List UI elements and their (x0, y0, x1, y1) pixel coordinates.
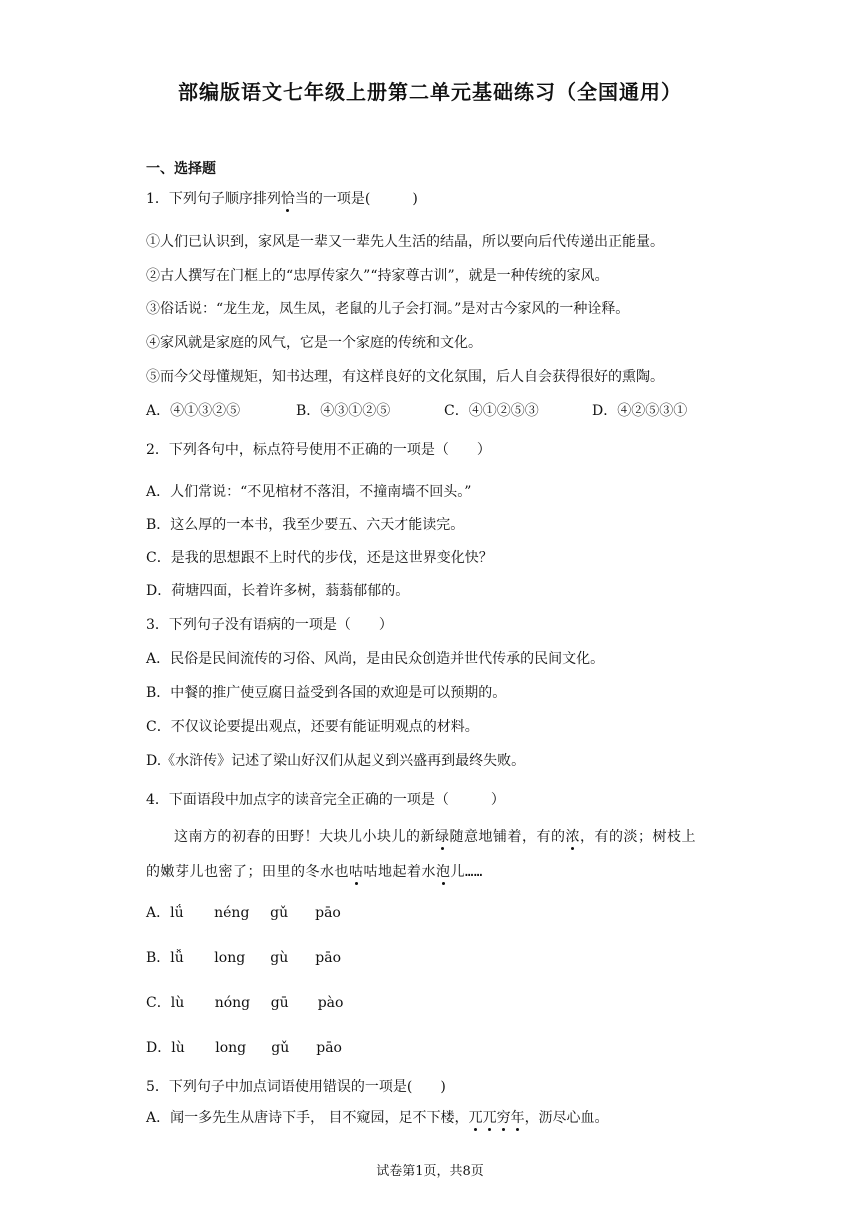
passage-text: 的嫩芽儿也密了；田里的冬水也 (146, 864, 349, 880)
pinyin: gǔ (271, 1040, 290, 1056)
option-b: B．④③①②⑤ (296, 403, 391, 419)
q1-sentence: ⑤而今父母懂规矩，知书达理，有这样良好的文化氛围，后人自会获得很好的熏陶。 (146, 369, 664, 385)
q3-option: A．民俗是民间流传的习俗、风尚，是由民众创造并世代传承的民间文化。 (146, 651, 605, 667)
dotted-char: 兀 (482, 1110, 497, 1126)
page-title: 部编版语文七年级上册第二单元基础练习（全国通用） (178, 80, 682, 104)
pinyin: pào (317, 995, 344, 1011)
q4-option (146, 947, 341, 967)
pinyin: lǚ (170, 950, 184, 966)
passage-text: 儿…… (450, 864, 483, 880)
q4-option (146, 1037, 342, 1057)
q1-sentence: ③俗话说：“龙生龙，凤生凤，老鼠的儿子会打洞。”是对古今家风的一种诠释。 (146, 301, 630, 317)
pinyin: gū (270, 995, 289, 1011)
q3-option: B．中餐的推广使豆腐日益受到各国的欢迎是可以预期的。 (146, 685, 507, 701)
option-d: D．④②⑤③① (592, 403, 688, 419)
option-letter: A． (146, 905, 171, 921)
dotted-char: 年 (510, 1110, 525, 1126)
q1-sentence: ②古人撰写在门框上的“忠厚传家久”“持家尊古训”，就是一种传统的家风。 (146, 268, 609, 284)
question-5-stem: 5．下列句子中加点词语使用错误的一项是( ) (146, 1079, 446, 1095)
passage-line (174, 826, 696, 846)
dotted-char: 恰 (280, 191, 295, 207)
q1-sentence: ①人们已认识到，家风是一辈又一辈先人生活的结晶，所以要向后代传递出正能量。 (146, 234, 664, 250)
pinyin: nóng (214, 995, 251, 1011)
dotted-char: 兀 (468, 1110, 483, 1126)
q1-options (146, 400, 687, 420)
q3-option: C．不仅议论要提出观点，还要有能证明观点的材料。 (146, 719, 479, 735)
pinyin: pāo (316, 1040, 342, 1056)
pinyin: néng (214, 905, 250, 921)
q5-option-a (146, 1107, 609, 1127)
question-4-stem: 4．下面语段中加点字的读音完全正确的一项是（ ） (146, 792, 505, 808)
dotted-char: 泡 (436, 864, 451, 880)
q1-sentence: ④家风就是家庭的风气，它是一个家庭的传统和文化。 (146, 335, 482, 351)
passage-line (146, 861, 483, 881)
option-letter: B． (146, 950, 171, 966)
q3-option: D.《水浒传》记述了梁山好汉们从起义到兴盛再到最终失败。 (146, 753, 526, 769)
passage-text: 随意地铺着，有的 (449, 829, 566, 845)
dotted-char: 穷 (496, 1110, 511, 1126)
dotted-char: 浓 (565, 829, 580, 845)
option-letter: D． (146, 1040, 172, 1056)
option-c: C．④①②⑤③ (444, 403, 539, 419)
pinyin: gǔ (270, 905, 289, 921)
section-heading: 一、选择题 (146, 161, 216, 177)
question-2-stem: 2．下列各句中，标点符号使用不正确的一项是（ ） (146, 442, 491, 458)
pinyin: pāo (315, 950, 342, 966)
passage-text: 咕地起着水 (363, 864, 436, 880)
option-text: A．闻一多先生从唐诗下手， 目不窥园，足不下楼， (146, 1110, 469, 1126)
page-footer: 试卷第1页，共8页 (376, 1164, 484, 1179)
q2-option: B．这么厚的一本书，我至少要五、六天才能读完。 (146, 517, 465, 533)
option-a: A．④①③②⑤ (146, 403, 241, 419)
stem-text: 1．下列句子顺序排列 (146, 191, 281, 207)
pinyin: lǘ (170, 905, 184, 921)
dotted-char: 绿 (435, 829, 450, 845)
option-letter: C． (146, 995, 171, 1011)
q4-option (146, 902, 341, 922)
dotted-char: 咕 (349, 864, 364, 880)
pinyin: long (215, 1040, 247, 1056)
passage-text: ，有的淡；树枝上 (580, 829, 696, 845)
option-text: ，沥尽心血。 (524, 1110, 609, 1126)
stem-text: 当的一项是( ) (294, 191, 418, 207)
pinyin: lù (170, 995, 185, 1011)
pinyin: lù (171, 1040, 185, 1056)
q2-option: C．是我的思想跟不上时代的步伐，还是这世界变化快？ (146, 550, 493, 566)
passage-text: 这南方的初春的田野！大块儿小块儿的新 (174, 829, 435, 845)
q4-option (146, 992, 343, 1012)
q2-option: D．荷塘四面，长着许多树，蓊蓊郁郁的。 (146, 583, 410, 599)
question-3-stem: 3．下列句子没有语病的一项是（ ） (146, 617, 393, 633)
pinyin: gù (270, 950, 289, 966)
pinyin: long (214, 950, 246, 966)
question-1-stem (146, 188, 418, 208)
pinyin: pāo (315, 905, 341, 921)
q2-option: A．人们常说：“不见棺材不落泪，不撞南墙不回头。” (146, 484, 472, 500)
